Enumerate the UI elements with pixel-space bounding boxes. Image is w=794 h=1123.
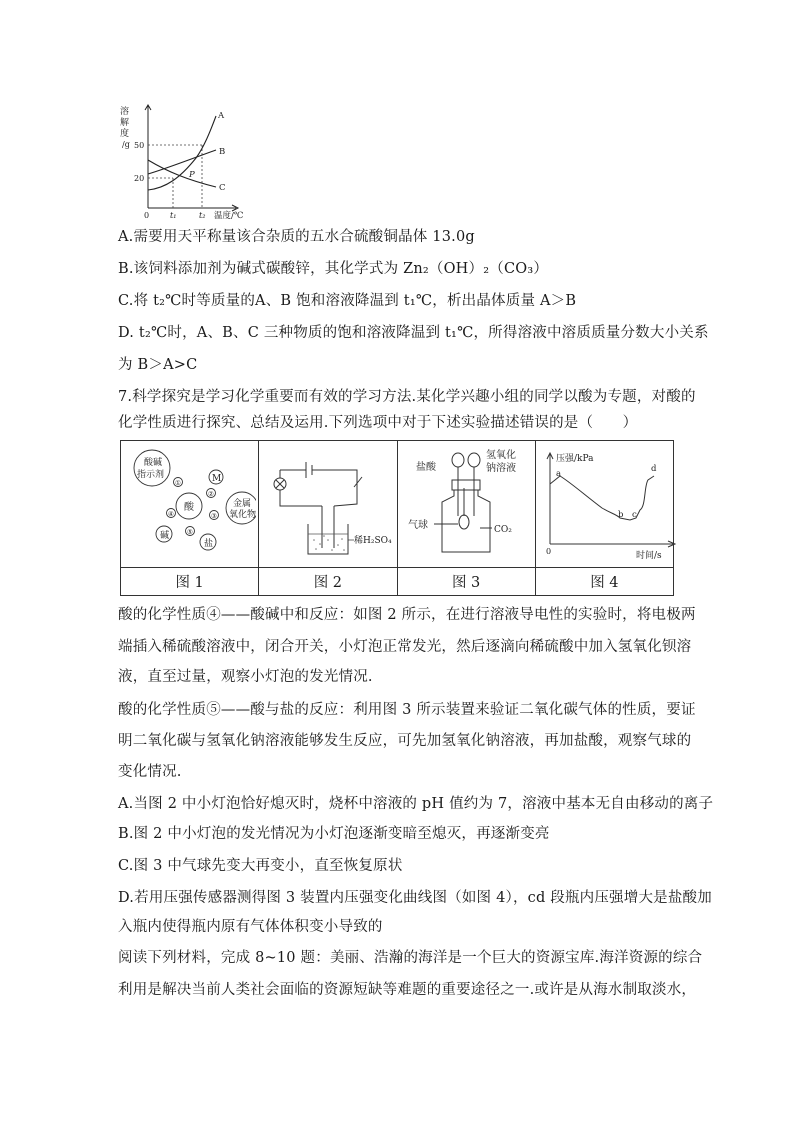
figure-1-acid-properties [124, 444, 256, 564]
pressure-curve-line [550, 476, 654, 520]
curve-label-a: A [218, 111, 225, 121]
curve-label-b: B [219, 147, 226, 157]
figure-2-cell [259, 441, 397, 568]
x-tick-t1: t₁ [170, 211, 177, 220]
fig3-naoh-0: 氢氧化 [486, 450, 517, 461]
fig1-num-2: ② [207, 490, 214, 498]
fig4-origin: 0 [545, 547, 551, 556]
ylabel-1: 解 [120, 118, 130, 128]
xlabel: 温度/℃ [214, 211, 244, 220]
q7-option-b: B.图 2 中小灯泡的发光情况为小灯泡逐渐变暗至熄灭，再逐渐变亮 [118, 826, 550, 842]
fig4-point-b: b [617, 510, 624, 520]
q7-stem-line-2: 化学性质进行探究、总结及运用.下列选项中对于下述实验描述错误的是（ ） [118, 415, 638, 431]
q6-option-c: C.将 t₂℃时等质量的A、B 饱和溶液降温到 t₁℃，析出晶体质量 A＞B [118, 293, 577, 309]
fig1-salt: 盐 [203, 539, 213, 549]
fig1-metal-oxide-0: 金属 [232, 499, 251, 509]
ylabel-0: 溶 [120, 107, 130, 117]
q7-option-d: D.若用压强传感器测得图 3 装置内压强变化曲线图（如图 4），cd 段瓶内压强增大是盐酸加 [118, 890, 712, 906]
figure-4-cell [535, 441, 673, 568]
reading-line-2: 利用是解决当前人类社会面临的资源短缺等难题的重要途径之一.或许是从海水制取淡水， [118, 982, 697, 998]
figure-1-caption: 图 1 [121, 568, 259, 596]
fig1-base: 碱 [159, 531, 169, 541]
x-tick-t2: t₂ [199, 211, 206, 220]
curve-a [148, 116, 216, 190]
passage-line-4: 酸的化学性质⑤——酸与盐的反应：利用图 3 所示装置来验证二氧化碳气体的性质，要证 [118, 702, 696, 718]
fig3-balloon: 气球 [408, 520, 429, 531]
y-tick-50: 50 [134, 141, 145, 150]
fig3-co2: CO₂ [494, 525, 512, 535]
fig4-ylabel: 压强/kPa [555, 454, 594, 464]
figure-3-caption: 图 3 [397, 568, 535, 596]
fig4-xlabel: 时间/s [635, 551, 662, 561]
q6-option-a: A.需要用天平称量该合杂质的五水合硫酸铜晶体 13.0g [118, 229, 475, 245]
figure-3-co2-apparatus [400, 444, 532, 564]
reading-line-1: 阅读下列材料，完成 8~10 题：美丽、浩瀚的海洋是一个巨大的资源宝库.海洋资源的综合 [118, 950, 703, 966]
figures-table [120, 440, 674, 596]
fig1-num-5: ⑤ [186, 528, 193, 536]
fig1-indicator-1: 指示剂 [136, 470, 164, 480]
fig1-acid: 酸 [183, 502, 194, 513]
fig1-metal-oxide-1: 氧化物 [228, 510, 256, 520]
q7-option-d-cont: 入瓶内使得瓶内原有气体体积变小导致的 [118, 919, 383, 935]
fig1-num-1: ① [174, 479, 181, 487]
fig2-solution: 稀H₂SO₄ [353, 536, 392, 546]
passage-line-1: 酸的化学性质④——酸碱中和反应：如图 2 所示，在进行溶液导电性的实验时，将电极两 [118, 607, 696, 623]
q6-option-b: B.该饲料添加剂为碱式碳酸锌，其化学式为 Zn₂（OH）₂（CO₃） [118, 261, 549, 277]
origin-label: 0 [144, 211, 150, 220]
figure-2-caption: 图 2 [259, 568, 397, 596]
curve-b [148, 150, 216, 174]
passage-line-2: 端插入稀硫酸溶液中，闭合开关，小灯泡正常发光，然后逐滴向稀硫酸中加入氢氧化钡溶 [118, 639, 692, 655]
passage-line-3: 液，直至过量，观察小灯泡的发光情况. [118, 669, 373, 685]
fig4-point-c: c [631, 510, 637, 520]
fig1-indicator-0: 酸碱 [143, 458, 162, 468]
fig3-acid: 盐酸 [416, 462, 437, 473]
fig1-num-3: ③ [210, 512, 217, 520]
solubility-graph [118, 102, 248, 220]
ylabel-2: 度 [120, 129, 130, 139]
q6-option-d-cont: 为 B＞A>C [118, 357, 198, 373]
fig4-point-a: a [555, 469, 561, 479]
ylabel-3: /g [122, 140, 130, 149]
q7-option-a: A.当图 2 中小灯泡恰好熄灭时，烧杯中溶液的 pH 值约为 7，溶液中基本无自由移动的离子 [118, 796, 714, 812]
figure-3-cell [397, 441, 535, 568]
passage-line-6: 变化情况. [118, 764, 182, 780]
fig3-naoh-1: 钠溶液 [486, 463, 517, 474]
curve-label-c: C [219, 183, 226, 193]
q6-option-d: D. t₂℃时，A、B、C 三种物质的饱和溶液降温到 t₁℃，所得溶液中溶质质量分数大小关系 [118, 325, 709, 341]
fig4-point-d: d [650, 464, 657, 474]
q7-option-c: C.图 3 中气球先变大再变小，直至恢复原状 [118, 858, 403, 874]
fig1-metal-m: M [211, 474, 221, 484]
point-label-p: P [189, 170, 195, 180]
fig1-num-4: ④ [167, 510, 174, 518]
figure-1-cell [121, 441, 259, 568]
q7-stem-line-1: 7.科学探究是学习化学重要而有效的学习方法.某化学兴趣小组的同学以酸为专题，对酸的 [118, 389, 696, 405]
y-tick-20: 20 [134, 174, 145, 183]
figure-2-conductivity [262, 444, 394, 564]
figure-4-pressure-curve [536, 444, 686, 564]
figure-4-caption: 图 4 [535, 568, 673, 596]
passage-line-5: 明二氧化碳与氢氧化钠溶液能够发生反应，可先加氢氧化钠溶液，再加盐酸，观察气球的 [118, 733, 692, 749]
